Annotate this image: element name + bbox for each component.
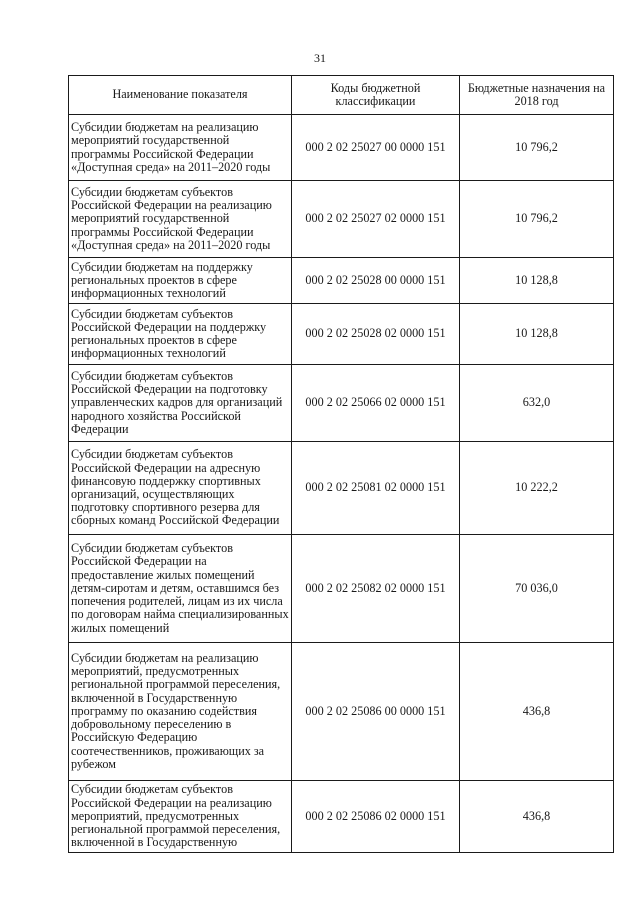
row-name: Субсидии бюджетам на реализацию мероприятий государственной программы Российской Федерации «Доступная среда» на 2011–2020 годы bbox=[69, 115, 292, 181]
row-name: Субсидии бюджетам субъектов Российской Федерации на адресную финансовую поддержку спортивных организаций, осуществляющих подготовку спортивного резерва для сборных команд Российской Федерации bbox=[69, 442, 292, 535]
row-name: Субсидии бюджетам субъектов Российской Федерации на подготовку управленческих кадров для организаций народного хозяйства Российской Федерации bbox=[69, 365, 292, 442]
table-row bbox=[69, 365, 614, 442]
table-header-row bbox=[69, 76, 614, 115]
table-row bbox=[69, 115, 614, 181]
row-amount: 10 128,8 bbox=[460, 258, 614, 304]
row-amount: 436,8 bbox=[460, 643, 614, 781]
row-code: 000 2 02 25028 02 0000 151 bbox=[292, 304, 460, 365]
budget-table bbox=[68, 75, 614, 853]
row-amount: 632,0 bbox=[460, 365, 614, 442]
table-row bbox=[69, 258, 614, 304]
row-name: Субсидии бюджетам субъектов Российской Федерации на реализацию мероприятий государственной программы Российской Федерации «Доступная среда» на 2011–2020 годы bbox=[69, 181, 292, 258]
table-row bbox=[69, 304, 614, 365]
row-code: 000 2 02 25028 00 0000 151 bbox=[292, 258, 460, 304]
table-row bbox=[69, 535, 614, 643]
table-row bbox=[69, 643, 614, 781]
row-amount: 10 796,2 bbox=[460, 181, 614, 258]
row-amount: 10 128,8 bbox=[460, 304, 614, 365]
row-amount: 436,8 bbox=[460, 781, 614, 853]
row-amount: 10 222,2 bbox=[460, 442, 614, 535]
header-name: Наименование показателя bbox=[69, 76, 292, 115]
table-row bbox=[69, 781, 614, 853]
row-code: 000 2 02 25081 02 0000 151 bbox=[292, 442, 460, 535]
row-name: Субсидии бюджетам субъектов Российской Федерации на предоставление жилых помещений детям-сиротам и детям, оставшимся без попечения родителей, лицам из их числа по договорам найма специализированных жилых помещений bbox=[69, 535, 292, 643]
row-code: 000 2 02 25086 00 0000 151 bbox=[292, 643, 460, 781]
row-name: Субсидии бюджетам на поддержку региональных проектов в сфере информационных технологий bbox=[69, 258, 292, 304]
row-code: 000 2 02 25027 02 0000 151 bbox=[292, 181, 460, 258]
row-name: Субсидии бюджетам на реализацию мероприятий, предусмотренных региональной программой переселения, включенной в Государственную программу по оказанию содействия добровольному переселению в Российскую Федерацию соотечественников, проживающих за рубежом bbox=[69, 643, 292, 781]
row-name: Субсидии бюджетам субъектов Российской Федерации на поддержку региональных проектов в сфере информационных технологий bbox=[69, 304, 292, 365]
row-amount: 10 796,2 bbox=[460, 115, 614, 181]
table-row bbox=[69, 442, 614, 535]
row-code: 000 2 02 25027 00 0000 151 bbox=[292, 115, 460, 181]
row-code: 000 2 02 25066 02 0000 151 bbox=[292, 365, 460, 442]
table-row bbox=[69, 181, 614, 258]
header-amount: Бюджетные назначения на 2018 год bbox=[460, 76, 614, 115]
row-amount: 70 036,0 bbox=[460, 535, 614, 643]
header-code: Коды бюджетной классификации bbox=[292, 76, 460, 115]
row-code: 000 2 02 25086 02 0000 151 bbox=[292, 781, 460, 853]
row-name: Субсидии бюджетам субъектов Российской Федерации на реализацию мероприятий, предусмотренных региональной программой переселения, включенной в Государственную bbox=[69, 781, 292, 853]
page-number: 31 bbox=[314, 51, 326, 65]
row-code: 000 2 02 25082 02 0000 151 bbox=[292, 535, 460, 643]
